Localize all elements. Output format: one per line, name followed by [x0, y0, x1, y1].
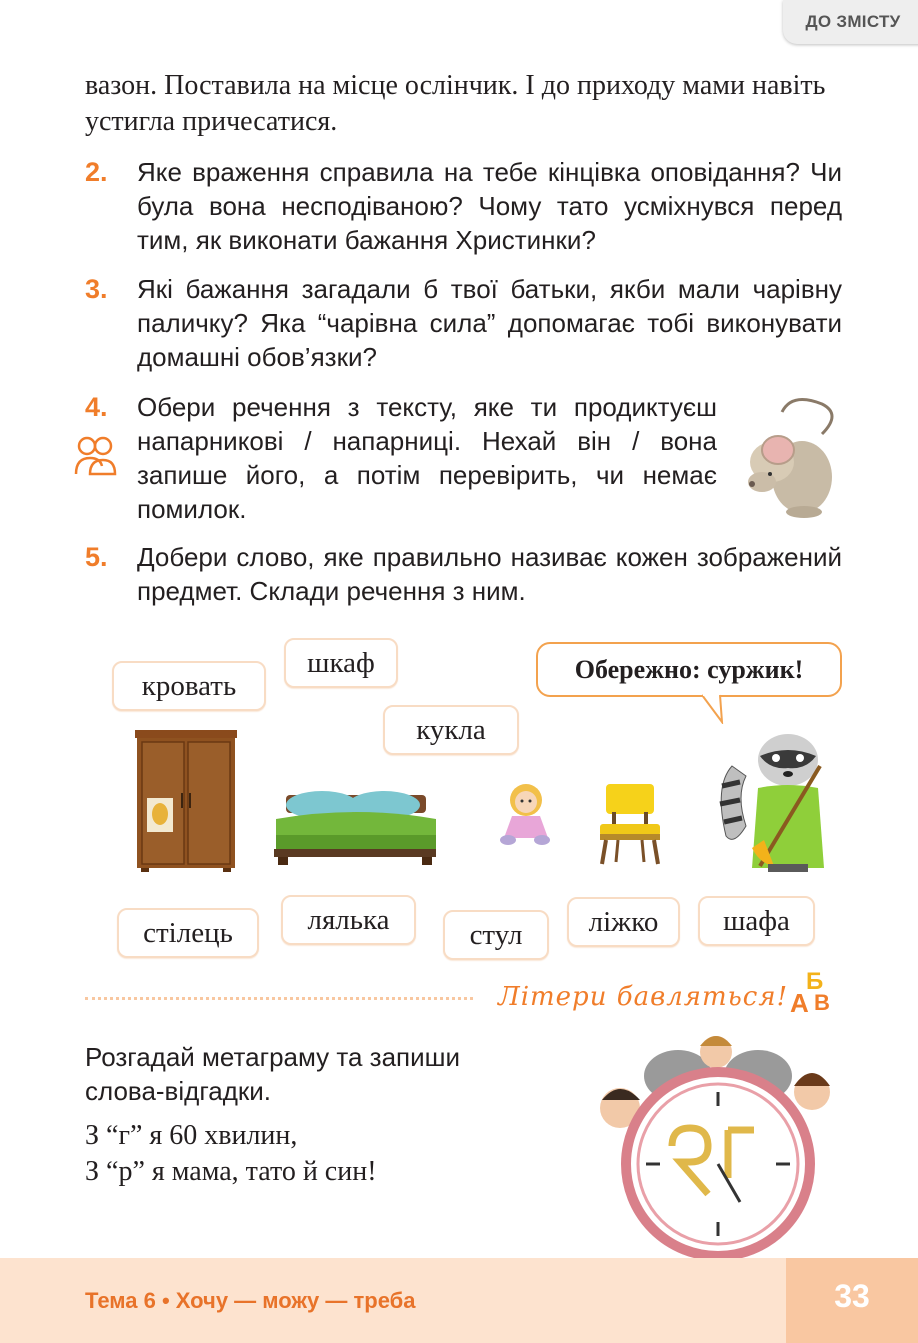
word-card[interactable]: шафа	[698, 896, 815, 946]
pair-work-icon	[72, 434, 118, 478]
alarm-clock-illustration	[590, 1030, 840, 1258]
task-number: 3.	[85, 274, 108, 304]
doll-illustration	[496, 782, 556, 848]
to-contents-link[interactable]: ДО ЗМІСТУ	[783, 0, 918, 44]
word-card[interactable]: шкаф	[284, 638, 398, 688]
word-card[interactable]: ліжко	[567, 897, 680, 947]
letters-badge: Б А В	[790, 968, 830, 1018]
mouse-illustration	[742, 392, 842, 522]
wardrobe-illustration	[133, 728, 239, 872]
word-card[interactable]: стілець	[117, 908, 259, 958]
task-text: Добери слово, яке правильно називає кожен зображений предмет. Склади речення з ним.	[137, 542, 842, 606]
word-card[interactable]: стул	[443, 910, 549, 960]
task-text: Обери речення з тексту, яке ти продиктуєш напарникові / напарниці. Нехай він / вона запише його, а потім перевірить, чи немає помилок.	[137, 392, 717, 524]
intro-paragraph: вазон. Поставила на місце ослінчик. І до приходу мами навіть устигла причесатися.	[85, 70, 826, 137]
word-card[interactable]: кукла	[383, 705, 519, 755]
task-number: 4.	[85, 392, 108, 422]
footer-topic-title: Тема 6 • Хочу — можу — треба	[85, 1288, 416, 1313]
chair-illustration	[598, 782, 662, 866]
surzhyk-warning-bubble: Обережно: суржик!	[536, 642, 842, 697]
section-divider	[85, 997, 473, 1000]
riddle-line: З “г” я 60 хвилин,	[85, 1120, 298, 1151]
raccoon-illustration	[712, 726, 838, 874]
task-text: Які бажання загадали б твої батьки, якби мали чарівну паличку? Яка “чарівна сила” допомагає тобі виконувати домашні обов’язки?	[137, 274, 842, 372]
word-card[interactable]: лялька	[281, 895, 416, 945]
word-card[interactable]: кровать	[112, 661, 266, 711]
page-number: 33	[834, 1278, 870, 1314]
bubble-tail	[700, 694, 730, 724]
task-number: 5.	[85, 542, 108, 572]
bed-illustration	[272, 785, 438, 865]
task-number: 2.	[85, 157, 108, 187]
riddle-line: З “р” я мама, тато й син!	[85, 1156, 377, 1187]
riddle-instruction: Розгадай метаграму та запиши слова-відгадки.	[85, 1042, 461, 1106]
task-text: Яке враження справила на тебе кінцівка оповідання? Чи була вона несподіваною? Чому тато усміхнувся перед тим, як виконати бажання Христинки?	[137, 157, 842, 255]
section-title: Літери бавляться!	[498, 982, 789, 1012]
